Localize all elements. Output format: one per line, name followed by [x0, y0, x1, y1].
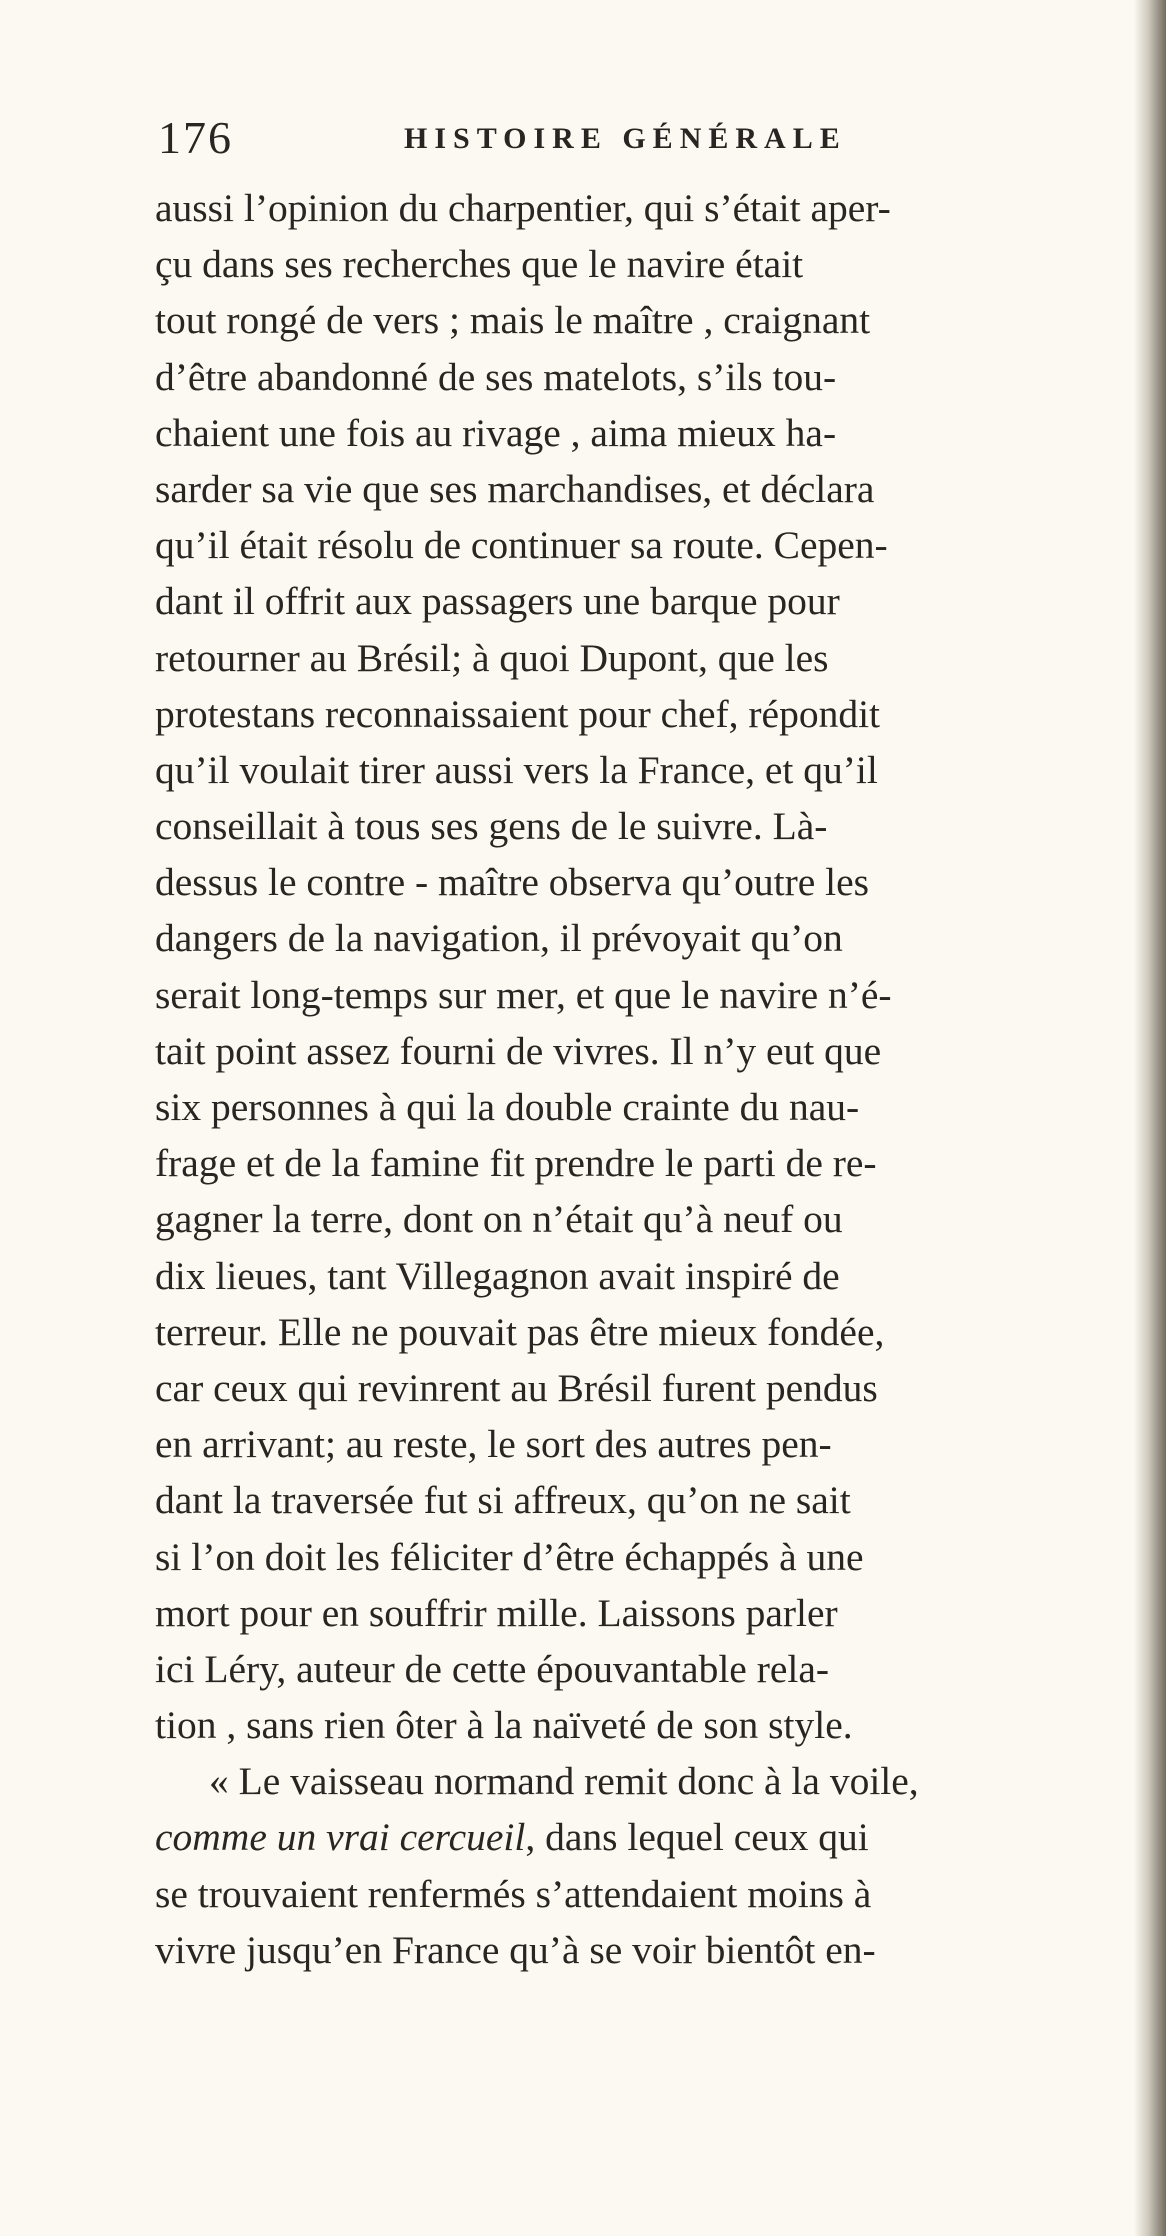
- text-line: tait point assez fourni de vivres. Il n’y eut que: [155, 1028, 882, 1073]
- body-text: [155, 180, 1155, 1978]
- quote-line: « Le vaisseau normand remit donc à la voile,: [209, 1759, 919, 1804]
- quote-line-rest: , dans lequel ceux qui: [525, 1815, 869, 1860]
- text-line: d’être abandonné de ses matelots, s’ils tou-: [155, 354, 837, 399]
- text-line: protestans reconnaissaient pour chef, répondit: [155, 691, 881, 736]
- text-line: mort pour en souffrir mille. Laissons parler: [155, 1590, 838, 1635]
- text-line: dangers de la navigation, il prévoyait qu’on: [155, 916, 843, 961]
- text-line: six personnes à qui la double crainte du nau-: [155, 1085, 860, 1129]
- page-header: [158, 108, 958, 168]
- text-line: frage et de la famine fit prendre le parti de re-: [155, 1141, 877, 1186]
- text-line: çu dans ses recherches que le navire était: [155, 242, 804, 287]
- text-line: qu’il était résolu de continuer sa route. Cepen-: [155, 523, 888, 568]
- text-line: qu’il voulait tirer aussi vers la France, et qu’il: [155, 747, 878, 792]
- text-line: terreur. Elle ne pouvait pas être mieux fondée,: [155, 1309, 885, 1354]
- text-line: gagner la terre, dont on n’était qu’à neuf ou: [155, 1197, 843, 1242]
- text-line: en arrivant; au reste, le sort des autres pen-: [155, 1422, 832, 1467]
- text-line: si l’on doit les féliciter d’être échappés à une: [155, 1534, 864, 1579]
- quote-line: se trouvaient renfermés s’attendaient moins à: [155, 1871, 872, 1916]
- text-line: tion , sans rien ôter à la naïveté de son style.: [155, 1703, 853, 1748]
- page-number: 176: [158, 112, 233, 163]
- text-line: sarder sa vie que ses marchandises, et déclara: [155, 466, 875, 511]
- running-title: HISTOIRE GÉNÉRALE: [404, 122, 847, 155]
- italic-phrase: comme un vrai cercueil: [155, 1815, 526, 1860]
- quote-line: vivre jusqu’en France qu’à se voir bientôt en-: [155, 1927, 876, 1972]
- text-line: conseillait à tous ses gens de le suivre. Là-: [155, 804, 828, 849]
- text-line: dant la traversée fut si affreux, qu’on ne sait: [155, 1478, 851, 1523]
- quote-line-italic: [155, 1809, 1155, 1865]
- text-line: aussi l’opinion du charpentier, qui s’était aper-: [155, 186, 891, 230]
- text-line: tout rongé de vers ; mais le maître , craignant: [155, 298, 871, 343]
- text-line: serait long-temps sur mer, et que le navire n’é-: [155, 972, 892, 1017]
- text-line: ici Léry, auteur de cette épouvantable rela-: [155, 1646, 830, 1691]
- text-line: retourner au Brésil; à quoi Dupont, que les: [155, 635, 829, 680]
- text-line: chaient une fois au rivage , aima mieux ha-: [155, 410, 837, 455]
- text-line: dessus le contre - maître observa qu’outre les: [155, 860, 870, 905]
- text-line: dant il offrit aux passagers une barque pour: [155, 579, 840, 624]
- text-line: dix lieues, tant Villegagnon avait inspiré de: [155, 1253, 840, 1298]
- text-line: car ceux qui revinrent au Brésil furent pendus: [155, 1365, 878, 1410]
